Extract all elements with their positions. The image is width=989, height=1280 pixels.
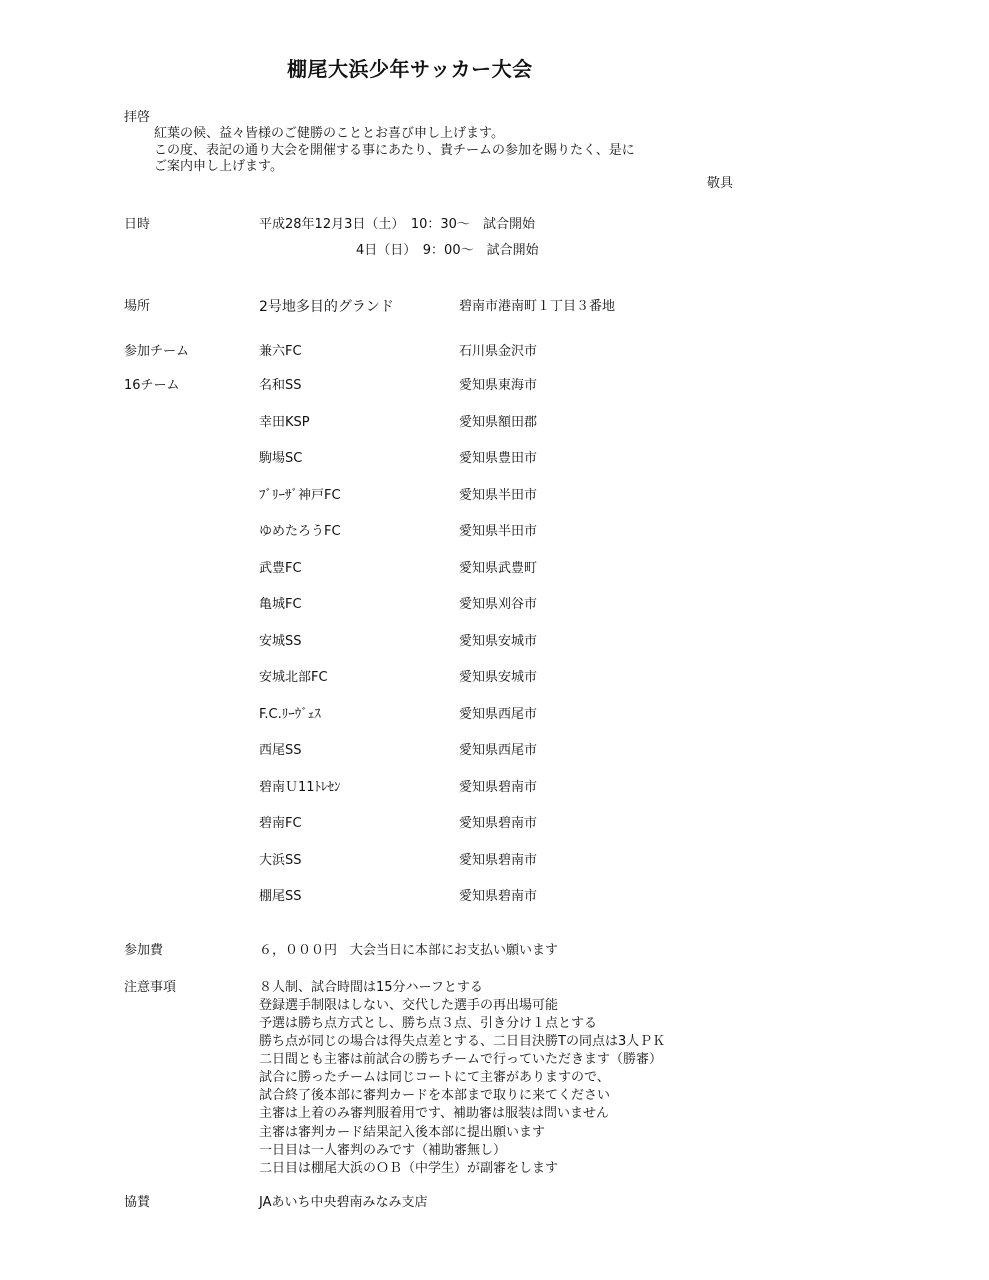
team-location: 石川県金沢市 — [459, 344, 538, 359]
document-title: 棚尾大浜少年サッカー大会 — [287, 57, 533, 81]
note-line: 二日目は棚尾大浜のＯＢ（中学生）が副審をします — [259, 1161, 559, 1176]
team-location: 愛知県安城市 — [459, 634, 538, 649]
venue-address: 碧南市港南町１丁目３番地 — [459, 299, 616, 314]
team-location: 愛知県碧南市 — [459, 853, 538, 868]
team-name: 安城北部FC — [259, 670, 328, 685]
note-line: 二日間とも主審は前試合の勝ちチームで行っていただきます（勝審） — [259, 1052, 663, 1067]
sponsor-name: JAあいち中央碧南みなみ支店 — [259, 1195, 428, 1210]
team-location: 愛知県碧南市 — [459, 780, 538, 795]
note-line: 主審は審判カード結果記入後本部に提出願います — [259, 1125, 546, 1140]
team-location: 愛知県東海市 — [459, 378, 538, 393]
note-line: 勝ち点が同じの場合は得失点差とする、二日目決勝Tの同点は3人ＰＫ — [259, 1034, 666, 1049]
team-name: 碧南Ｕ11ﾄﾚｾﾝ — [259, 780, 341, 795]
team-name: 棚尾SS — [259, 889, 302, 904]
greeting-line-1: 紅葉の候、益々皆様のご健勝のこととお喜び申し上げます。 — [154, 126, 504, 141]
team-location: 愛知県半田市 — [459, 488, 538, 503]
team-location: 愛知県碧南市 — [459, 816, 538, 831]
datetime-day1: 平成28年12月3日（土） 10：30～ 試合開始 — [259, 217, 535, 232]
team-location: 愛知県豊田市 — [459, 451, 538, 466]
note-line: 試合に勝ったチームは同じコートにて主審がありますので、 — [259, 1070, 610, 1085]
team-name: 名和SS — [259, 378, 302, 393]
team-name: ﾌﾞﾘｰｻﾞ神戸FC — [259, 488, 341, 503]
sponsor-label: 協賛 — [124, 1195, 151, 1210]
team-name: 西尾SS — [259, 743, 302, 758]
team-location: 愛知県半田市 — [459, 524, 538, 539]
team-name: F.C.ﾘｰｳﾞｪｽ — [259, 707, 321, 722]
note-line: 主審は上着のみ審判服着用です、補助審は服装は問いません — [259, 1106, 609, 1121]
team-location: 愛知県碧南市 — [459, 889, 538, 904]
greeting-line-2: この度、表記の通り大会を開催する事にあたり、貴チームの参加を賜りたく、是に — [154, 143, 635, 158]
fee-text: ６，０００円 大会当日に本部にお支払い願います — [259, 943, 559, 958]
team-location: 愛知県額田郡 — [459, 415, 538, 430]
venue-label: 場所 — [124, 299, 151, 314]
teams-label: 参加チーム — [124, 344, 190, 359]
note-line: 一日目は一人審判のみです（補助審無し） — [259, 1143, 507, 1158]
team-name: 幸田KSP — [259, 415, 310, 430]
team-location: 愛知県武豊町 — [459, 561, 538, 576]
greeting-line-3: ご案内申し上げます。 — [154, 159, 283, 174]
notes-label: 注意事項 — [124, 980, 177, 995]
greeting-opening: 拝啓 — [124, 110, 151, 125]
note-line: 試合終了後本部に審判カードを本部まで取りに来てください — [259, 1088, 611, 1103]
venue-name: 2号地多目的グランド — [259, 299, 394, 315]
note-line: ８人制、試合時間は15分ハーフとする — [259, 980, 483, 995]
team-location: 愛知県安城市 — [459, 670, 538, 685]
team-name: 碧南FC — [259, 816, 302, 831]
fee-label: 参加費 — [124, 943, 164, 958]
teams-count: 16チーム — [124, 378, 180, 393]
team-location: 愛知県西尾市 — [459, 743, 538, 758]
team-name: 武豊FC — [259, 561, 302, 576]
datetime-label: 日時 — [124, 217, 151, 232]
team-location: 愛知県西尾市 — [459, 707, 538, 722]
greeting-closing: 敬具 — [707, 176, 734, 191]
team-name: 亀城FC — [259, 597, 302, 612]
datetime-day2: 4日（日） 9：00～ 試合開始 — [356, 243, 539, 258]
team-name: 兼六FC — [259, 344, 302, 359]
team-name: 安城SS — [259, 634, 302, 649]
team-name: ゆめたろうFC — [259, 524, 341, 539]
note-line: 登録選手制限はしない、交代した選手の再出場可能 — [259, 998, 559, 1013]
team-name: 大浜SS — [259, 853, 302, 868]
team-name: 駒場SC — [259, 451, 303, 466]
note-line: 予選は勝ち点方式とし、勝ち点３点、引き分け１点とする — [259, 1016, 598, 1031]
team-location: 愛知県刈谷市 — [459, 597, 538, 612]
